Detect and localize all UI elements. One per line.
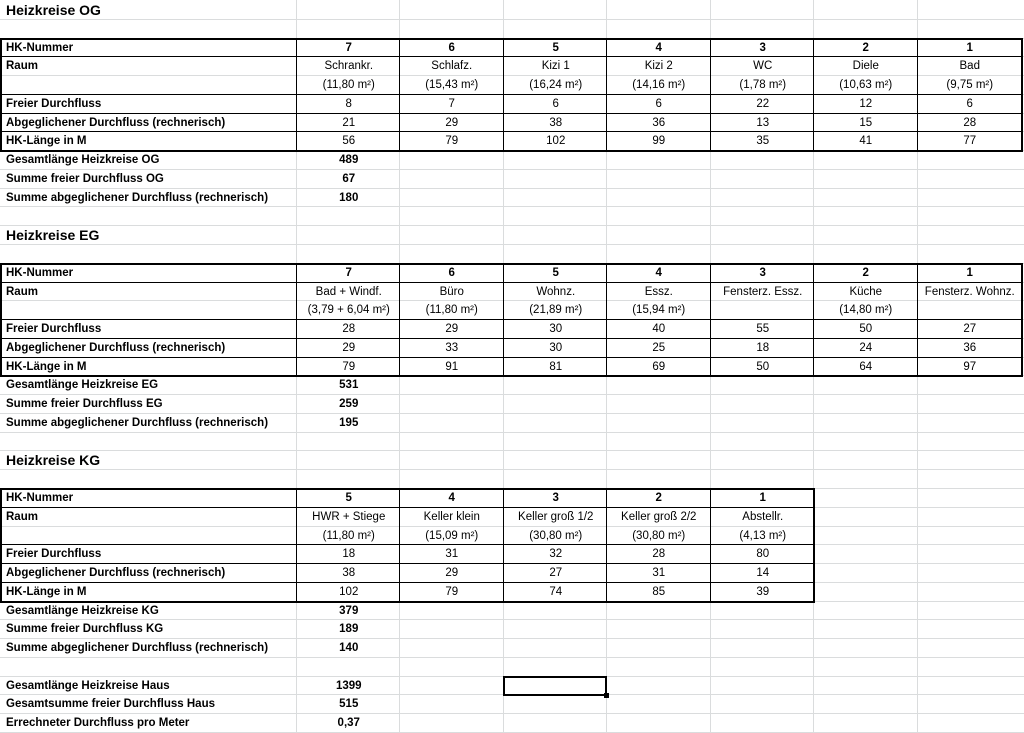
abgeglichener-durchfluss-cell[interactable]: 18 [756, 342, 770, 354]
summary-label[interactable]: Gesamtlänge Heizkreise OG [6, 154, 160, 166]
summary-value[interactable]: 379 [339, 605, 359, 617]
hk-nummer-cell[interactable]: 4 [655, 42, 662, 54]
hk-nummer-label[interactable]: HK-Nummer [6, 267, 74, 279]
raum-area-cell[interactable]: (11,80 m²) [322, 79, 375, 91]
abgeglichener-durchfluss-cell[interactable]: 29 [445, 117, 459, 129]
hk-nummer-cell[interactable]: 1 [966, 267, 973, 279]
summary-value[interactable]: 195 [339, 417, 359, 429]
freier-durchfluss-cell[interactable]: 18 [342, 548, 356, 560]
selected-cell[interactable] [503, 676, 607, 696]
abgeglichener-durchfluss-cell[interactable]: 14 [756, 567, 770, 579]
raum-cell[interactable]: Wohnz. [536, 286, 576, 298]
raum-area-cell[interactable]: (9,75 m²) [946, 79, 994, 91]
raum-area-cell[interactable]: (15,09 m²) [425, 530, 479, 542]
hk-nummer-cell[interactable]: 2 [862, 267, 869, 279]
abgeglichener-durchfluss-cell[interactable]: 38 [342, 567, 356, 579]
hk-laenge-cell[interactable]: 79 [445, 135, 459, 147]
house-total-value[interactable]: 1399 [335, 680, 362, 692]
summary-label[interactable]: Gesamtlänge Heizkreise KG [6, 605, 159, 617]
raum-cell[interactable]: Essz. [644, 286, 673, 298]
raum-area-cell[interactable]: (3,79 + 6,04 m²) [307, 304, 390, 316]
freier-durchfluss-cell[interactable]: 7 [448, 98, 455, 110]
freier-durchfluss-label[interactable]: Freier Durchfluss [6, 548, 102, 560]
freier-durchfluss-cell[interactable]: 80 [756, 548, 770, 560]
raum-area-cell[interactable]: (11,80 m²) [425, 304, 478, 316]
abgeglichener-durchfluss-label[interactable]: Abgeglichener Durchfluss (rechnerisch) [6, 342, 226, 354]
raum-area-cell[interactable]: (11,80 m²) [322, 530, 375, 542]
abgeglichener-durchfluss-cell[interactable]: 33 [445, 342, 459, 354]
hk-laenge-cell[interactable]: 64 [859, 361, 873, 373]
freier-durchfluss-label[interactable]: Freier Durchfluss [6, 323, 102, 335]
raum-cell[interactable]: Büro [439, 286, 464, 298]
abgeglichener-durchfluss-cell[interactable]: 31 [652, 567, 666, 579]
abgeglichener-durchfluss-cell[interactable]: 28 [963, 117, 977, 129]
hk-laenge-cell[interactable]: 99 [652, 135, 666, 147]
hk-nummer-cell[interactable]: 7 [345, 42, 352, 54]
raum-cell[interactable]: Fensterz. Wohnz. [924, 286, 1015, 298]
summary-value[interactable]: 180 [339, 192, 359, 204]
raum-area-cell[interactable]: (16,24 m²) [529, 79, 583, 91]
freier-durchfluss-cell[interactable]: 40 [652, 323, 666, 335]
raum-area-cell[interactable]: (15,43 m²) [425, 79, 479, 91]
raum-cell[interactable]: Kizi 2 [644, 60, 673, 72]
house-total-label[interactable]: Errechneter Durchfluss pro Meter [6, 717, 190, 729]
raum-cell[interactable]: Keller groß 1/2 [518, 511, 594, 523]
abgeglichener-durchfluss-cell[interactable]: 25 [652, 342, 666, 354]
hk-laenge-cell[interactable]: 69 [652, 361, 666, 373]
hk-nummer-cell[interactable]: 4 [448, 492, 455, 504]
raum-area-cell[interactable]: (30,80 m²) [632, 530, 686, 542]
raum-cell[interactable]: Keller klein [423, 511, 480, 523]
raum-cell[interactable]: Bad + Windf. [315, 286, 382, 298]
freier-durchfluss-cell[interactable]: 8 [345, 98, 352, 110]
freier-durchfluss-cell[interactable]: 22 [756, 98, 770, 110]
hk-nummer-cell[interactable]: 5 [345, 492, 352, 504]
raum-cell[interactable]: HWR + Stiege [312, 511, 386, 523]
raum-cell[interactable]: WC [753, 60, 773, 72]
freier-durchfluss-cell[interactable]: 28 [652, 548, 666, 560]
hk-laenge-cell[interactable]: 79 [445, 586, 459, 598]
abgeglichener-durchfluss-cell[interactable]: 27 [549, 567, 563, 579]
hk-nummer-label[interactable]: HK-Nummer [6, 492, 74, 504]
freier-durchfluss-cell[interactable]: 6 [552, 98, 559, 110]
raum-cell[interactable]: Fensterz. Essz. [723, 286, 803, 298]
summary-label[interactable]: Summe abgeglichener Durchfluss (rechnerisch) [6, 417, 269, 429]
summary-label[interactable]: Summe abgeglichener Durchfluss (rechnerisch) [6, 192, 269, 204]
hk-laenge-cell[interactable]: 79 [342, 361, 356, 373]
section-title[interactable]: Heizkreise KG [6, 452, 101, 468]
raum-area-cell[interactable]: (21,89 m²) [529, 304, 583, 316]
summary-value[interactable]: 67 [342, 173, 356, 185]
freier-durchfluss-cell[interactable]: 27 [963, 323, 977, 335]
raum-area-cell[interactable]: (14,16 m²) [632, 79, 686, 91]
freier-durchfluss-cell[interactable]: 50 [859, 323, 873, 335]
raum-label[interactable]: Raum [6, 60, 38, 72]
summary-label[interactable]: Summe freier Durchfluss OG [6, 173, 164, 185]
hk-laenge-label[interactable]: HK-Länge in M [6, 586, 87, 598]
abgeglichener-durchfluss-label[interactable]: Abgeglichener Durchfluss (rechnerisch) [6, 567, 226, 579]
hk-nummer-cell[interactable]: 2 [862, 42, 869, 54]
raum-cell[interactable]: Küche [849, 286, 883, 298]
raum-area-cell[interactable] [918, 301, 1022, 320]
hk-laenge-cell[interactable]: 85 [652, 586, 666, 598]
hk-nummer-cell[interactable]: 3 [759, 42, 766, 54]
raum-cell[interactable]: Schlafz. [431, 60, 473, 72]
hk-nummer-cell[interactable]: 5 [552, 267, 559, 279]
abgeglichener-durchfluss-cell[interactable]: 24 [859, 342, 873, 354]
hk-laenge-cell[interactable]: 91 [445, 361, 459, 373]
house-total-label[interactable]: Gesamtsumme freier Durchfluss Haus [6, 698, 215, 710]
summary-value[interactable]: 189 [339, 623, 359, 635]
hk-nummer-cell[interactable]: 6 [448, 267, 455, 279]
hk-laenge-cell[interactable]: 39 [756, 586, 770, 598]
hk-nummer-cell[interactable]: 4 [655, 267, 662, 279]
summary-value[interactable]: 140 [339, 642, 359, 654]
freier-durchfluss-cell[interactable]: 6 [966, 98, 973, 110]
freier-durchfluss-cell[interactable]: 55 [756, 323, 770, 335]
summary-label[interactable]: Summe freier Durchfluss EG [6, 398, 163, 410]
summary-label[interactable]: Summe abgeglichener Durchfluss (rechnerisch) [6, 642, 269, 654]
abgeglichener-durchfluss-cell[interactable]: 21 [342, 117, 356, 129]
summary-label[interactable]: Gesamtlänge Heizkreise EG [6, 379, 159, 391]
freier-durchfluss-cell[interactable]: 31 [445, 548, 459, 560]
section-title[interactable]: Heizkreise EG [6, 227, 100, 243]
hk-laenge-cell[interactable]: 50 [756, 361, 770, 373]
raum-area-cell[interactable]: (14,80 m²) [839, 304, 893, 316]
hk-nummer-cell[interactable]: 7 [345, 267, 352, 279]
hk-nummer-cell[interactable]: 3 [552, 492, 559, 504]
raum-cell[interactable]: Diele [852, 60, 879, 72]
house-total-value[interactable]: 0,37 [337, 717, 360, 729]
hk-laenge-cell[interactable]: 77 [963, 135, 977, 147]
abgeglichener-durchfluss-cell[interactable]: 36 [963, 342, 977, 354]
raum-cell[interactable]: Schrankr. [324, 60, 374, 72]
freier-durchfluss-cell[interactable]: 29 [445, 323, 459, 335]
abgeglichener-durchfluss-cell[interactable]: 29 [445, 567, 459, 579]
hk-laenge-cell[interactable]: 74 [549, 586, 563, 598]
freier-durchfluss-cell[interactable]: 6 [655, 98, 662, 110]
summary-value[interactable]: 531 [339, 379, 359, 391]
raum-label[interactable]: Raum [6, 286, 38, 298]
abgeglichener-durchfluss-label[interactable]: Abgeglichener Durchfluss (rechnerisch) [6, 117, 226, 129]
summary-value[interactable]: 259 [339, 398, 359, 410]
hk-laenge-cell[interactable]: 41 [859, 135, 873, 147]
hk-laenge-cell[interactable]: 102 [546, 135, 566, 147]
freier-durchfluss-label[interactable]: Freier Durchfluss [6, 98, 102, 110]
house-total-label[interactable]: Gesamtlänge Heizkreise Haus [6, 680, 170, 692]
hk-nummer-cell[interactable]: 1 [759, 492, 766, 504]
raum-cell[interactable]: Abstellr. [742, 511, 784, 523]
abgeglichener-durchfluss-cell[interactable]: 13 [756, 117, 770, 129]
raum-area-cell[interactable]: (4,13 m²) [739, 530, 787, 542]
hk-nummer-cell[interactable]: 1 [966, 42, 973, 54]
raum-cell[interactable]: Keller groß 2/2 [621, 511, 697, 523]
abgeglichener-durchfluss-cell[interactable]: 30 [549, 342, 563, 354]
abgeglichener-durchfluss-cell[interactable]: 15 [859, 117, 873, 129]
hk-laenge-label[interactable]: HK-Länge in M [6, 135, 87, 147]
abgeglichener-durchfluss-cell[interactable]: 38 [549, 117, 563, 129]
hk-laenge-label[interactable]: HK-Länge in M [6, 361, 87, 373]
house-total-value[interactable]: 515 [339, 698, 359, 710]
hk-nummer-label[interactable]: HK-Nummer [6, 42, 74, 54]
raum-area-cell[interactable]: (1,78 m²) [739, 79, 787, 91]
freier-durchfluss-cell[interactable]: 12 [859, 98, 873, 110]
abgeglichener-durchfluss-cell[interactable]: 36 [652, 117, 666, 129]
freier-durchfluss-cell[interactable]: 28 [342, 323, 356, 335]
freier-durchfluss-cell[interactable]: 32 [549, 548, 563, 560]
abgeglichener-durchfluss-cell[interactable]: 29 [342, 342, 356, 354]
raum-area-cell[interactable] [711, 301, 815, 320]
raum-cell[interactable]: Kizi 1 [541, 60, 570, 72]
raum-area-cell[interactable]: (15,94 m²) [632, 304, 686, 316]
raum-area-cell[interactable]: (30,80 m²) [529, 530, 583, 542]
summary-value[interactable]: 489 [339, 154, 359, 166]
hk-nummer-cell[interactable]: 6 [448, 42, 455, 54]
freier-durchfluss-cell[interactable]: 30 [549, 323, 563, 335]
hk-laenge-cell[interactable]: 102 [339, 586, 359, 598]
hk-laenge-cell[interactable]: 56 [342, 135, 356, 147]
hk-laenge-cell[interactable]: 35 [756, 135, 770, 147]
hk-nummer-cell[interactable]: 3 [759, 267, 766, 279]
summary-label[interactable]: Summe freier Durchfluss KG [6, 623, 164, 635]
hk-laenge-cell[interactable]: 81 [549, 361, 563, 373]
hk-nummer-cell[interactable]: 5 [552, 42, 559, 54]
raum-cell[interactable]: Bad [959, 60, 980, 72]
hk-laenge-cell[interactable]: 97 [963, 361, 977, 373]
raum-area-cell[interactable]: (10,63 m²) [839, 79, 893, 91]
section-title[interactable]: Heizkreise OG [6, 2, 101, 18]
raum-label[interactable]: Raum [6, 511, 38, 523]
hk-nummer-cell[interactable]: 2 [655, 492, 662, 504]
